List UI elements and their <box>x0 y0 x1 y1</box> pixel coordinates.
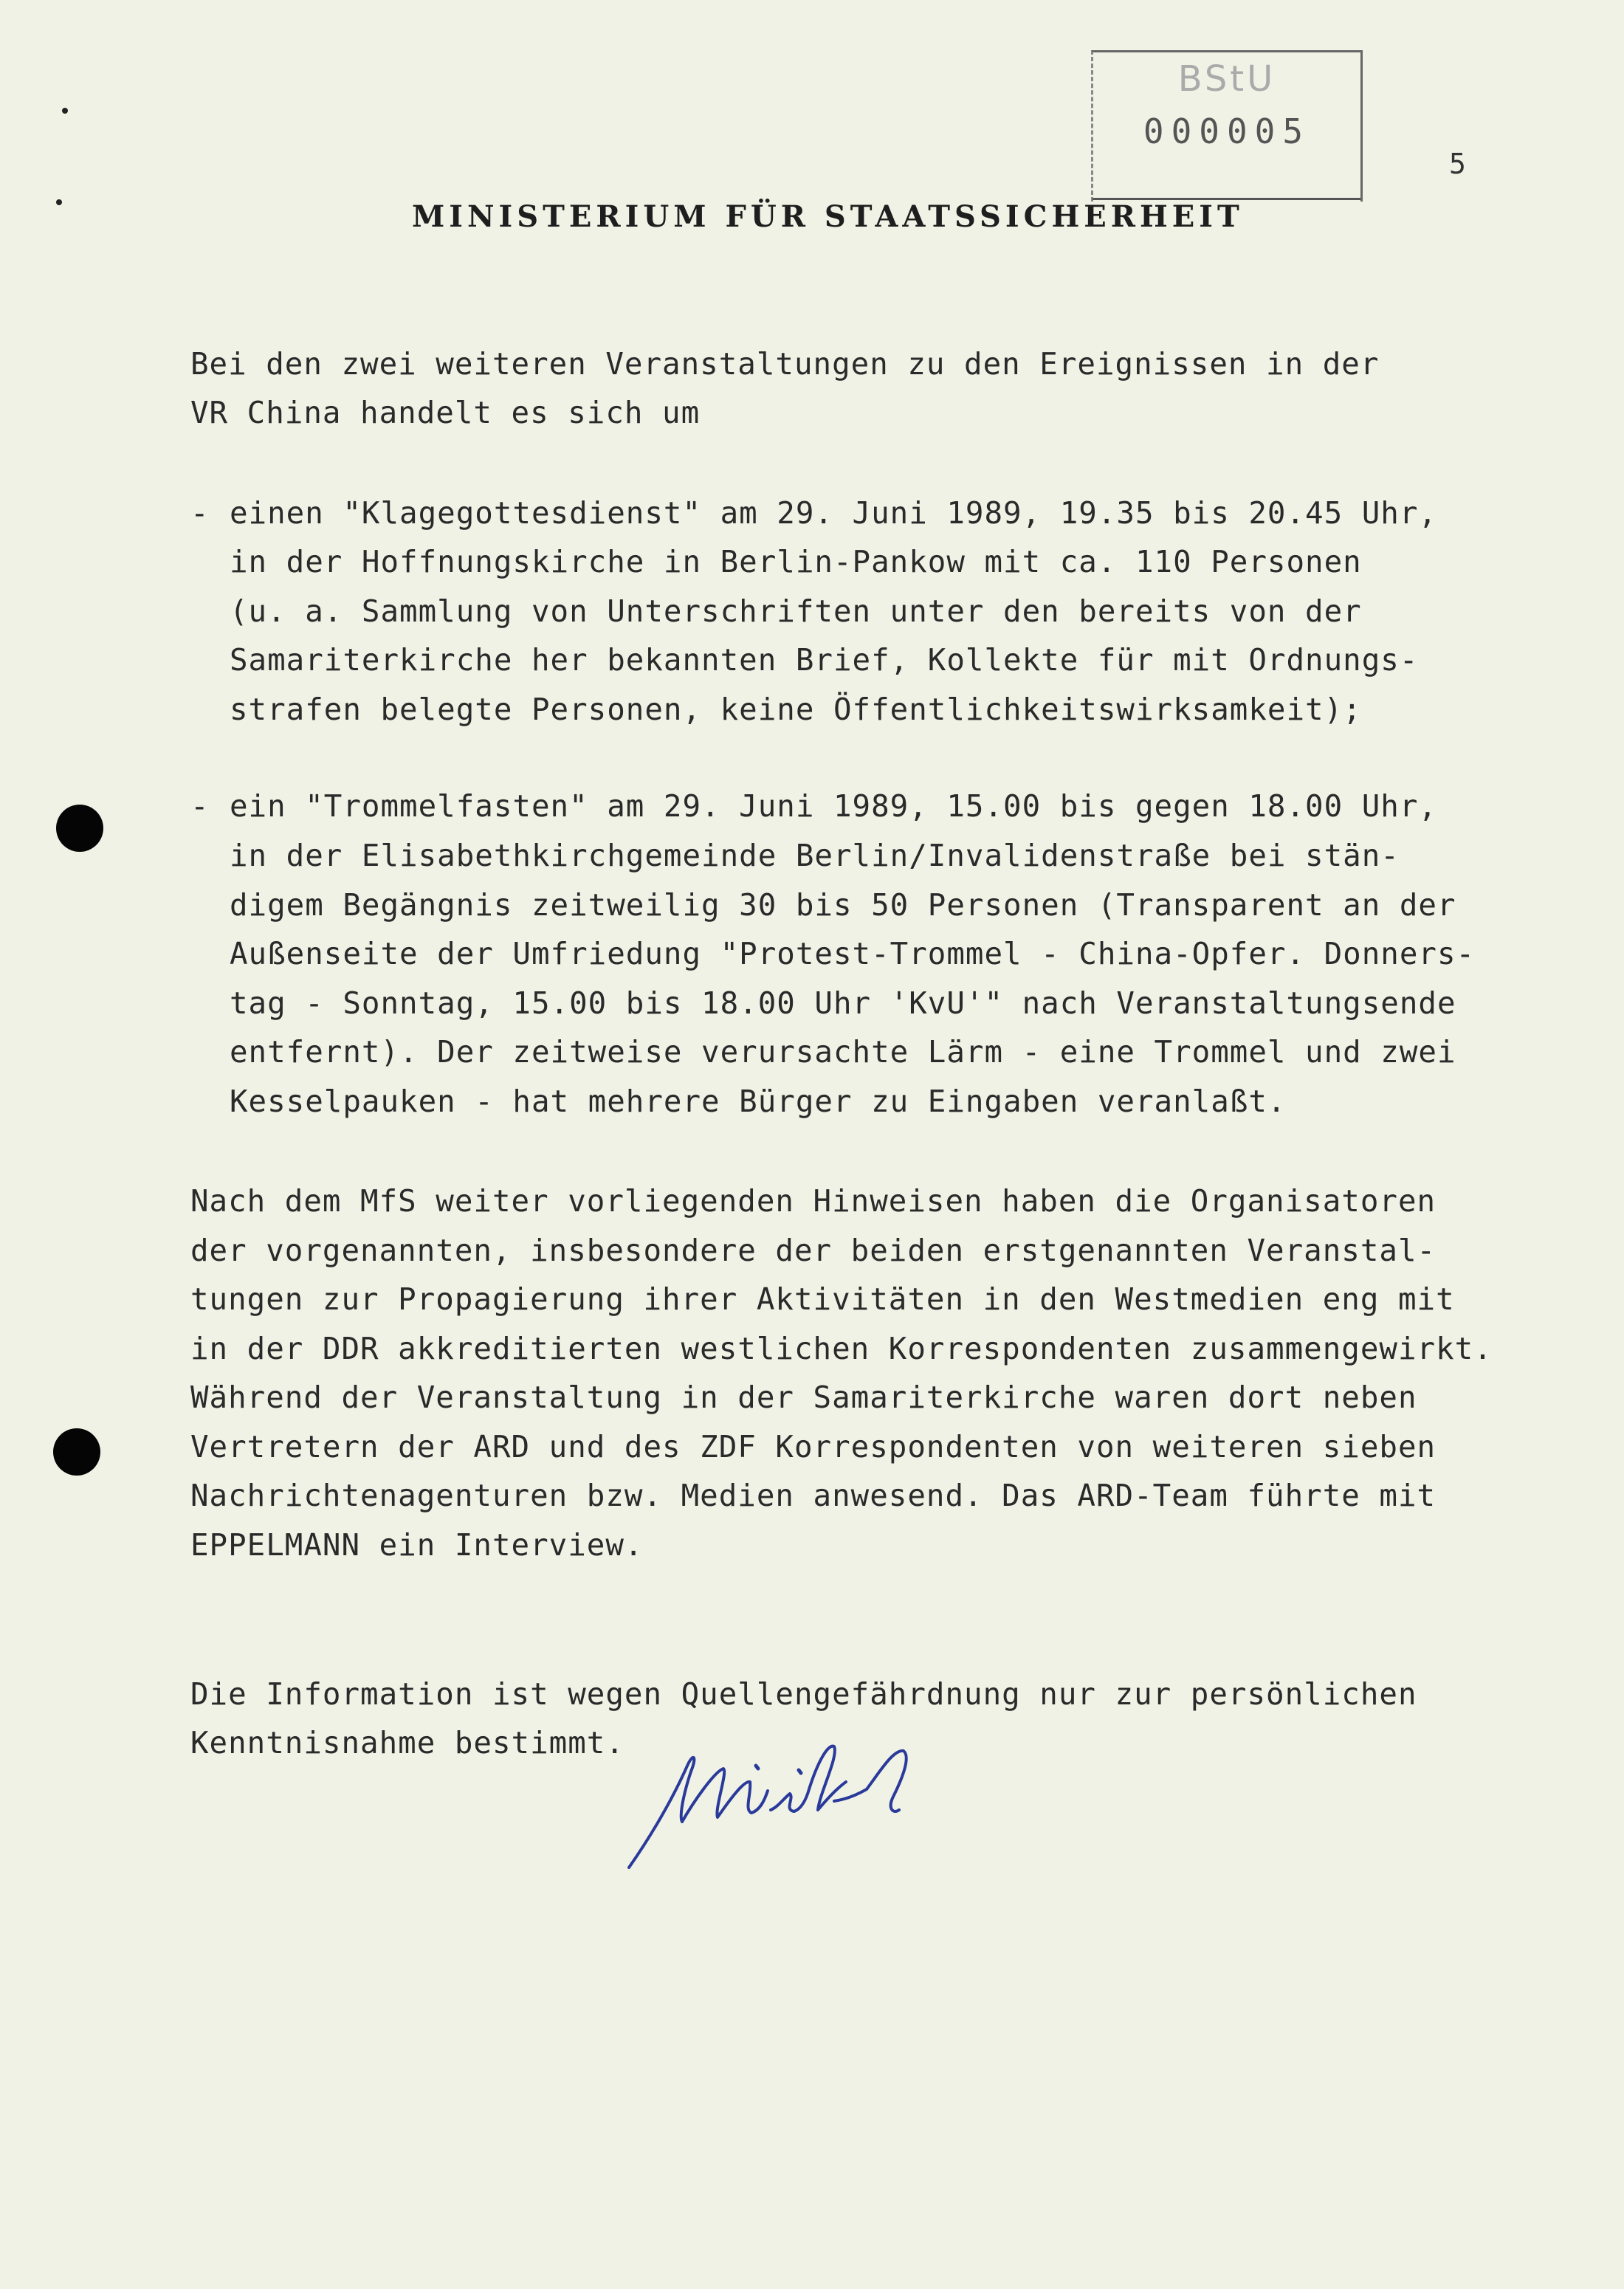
intro-line-2: VR China handelt es sich um <box>190 395 701 430</box>
punch-hole-upper <box>56 805 103 852</box>
paragraph-line-2: der vorgenannten, insbesondere der beiden erstgenannten Veranstal- <box>190 1233 1437 1268</box>
paragraph-line-6: Vertretern der ARD und des ZDF Korrespondenten von weiteren sieben <box>190 1429 1437 1464</box>
document-header: MINISTERIUM FÜR STAATSSICHERHEIT <box>412 199 1244 234</box>
paragraph-line-8: EPPELMANN ein Interview. <box>190 1527 644 1563</box>
paragraph-line-4: in der DDR akkreditierten westlichen Korrespondenten zusammengewirkt. <box>190 1331 1493 1366</box>
closing-line-1: Die Information ist wegen Quellengefährdnung nur zur persönlichen <box>190 1676 1417 1712</box>
item-1-line-2: in der Hoffnungskirche in Berlin-Pankow mit ca. 110 Personen <box>230 544 1362 579</box>
paper-speck <box>62 108 68 114</box>
item-1-line-5: strafen belegte Personen, keine Öffentlichkeitswirksamkeit); <box>230 692 1362 727</box>
stamp-title: BStU <box>1177 58 1276 100</box>
closing-line-2: Kenntnisnahme bestimmt. <box>190 1725 625 1760</box>
intro-line-1: Bei den zwei weiteren Veranstaltungen zu den Ereignissen in der <box>190 346 1380 382</box>
stamp-number: 000005 <box>1143 111 1311 151</box>
paragraph-line-1: Nach dem MfS weiter vorliegenden Hinweisen haben die Organisatoren <box>190 1183 1437 1219</box>
item-2-line-3: digem Begängnis zeitweilig 30 bis 50 Personen (Transparent an der <box>230 887 1456 923</box>
item-2-line-2: in der Elisabethkirchgemeinde Berlin/Invalidenstraße bei stän- <box>230 838 1400 873</box>
paper-speck <box>56 199 62 205</box>
paragraph-line-7: Nachrichtenagenturen bzw. Medien anwesend. Das ARD-Team führte mit <box>190 1478 1437 1513</box>
item-1-line-4: Samariterkirche her bekannten Brief, Kollekte für mit Ordnungs- <box>230 642 1419 678</box>
item-2-line-5: tag - Sonntag, 15.00 bis 18.00 Uhr 'KvU'" nach Veranstaltungsende <box>230 985 1456 1021</box>
item-1-line-1: einen "Klagegottesdienst" am 29. Juni 1989, 19.35 bis 20.45 Uhr, <box>230 495 1437 531</box>
item-2-line-4: Außenseite der Umfriedung "Protest-Trommel - China-Opfer. Donners- <box>230 936 1476 971</box>
item-2-line-1: ein "Trommelfasten" am 29. Juni 1989, 15.00 bis gegen 18.00 Uhr, <box>230 788 1437 824</box>
item-2-line-7: Kesselpauken - hat mehrere Bürger zu Eingaben veranlaßt. <box>230 1084 1287 1119</box>
page-number: 5 <box>1449 148 1466 180</box>
punch-hole-lower <box>53 1428 100 1476</box>
paragraph-line-5: Während der Veranstaltung in der Samariterkirche waren dort neben <box>190 1380 1417 1415</box>
item-2-line-6: entfernt). Der zeitweise verursachte Lärm - eine Trommel und zwei <box>230 1034 1456 1070</box>
bullet-marker-2: - <box>190 788 209 824</box>
item-1-line-3: (u. a. Sammlung von Unterschriften unter den bereits von der <box>230 593 1362 629</box>
paragraph-line-3: tungen zur Propagierung ihrer Aktivitäten in den Westmedien eng mit <box>190 1281 1455 1317</box>
signature-mielke <box>620 1727 974 1882</box>
archive-stamp <box>1091 50 1363 202</box>
bullet-marker-1: - <box>190 495 209 531</box>
